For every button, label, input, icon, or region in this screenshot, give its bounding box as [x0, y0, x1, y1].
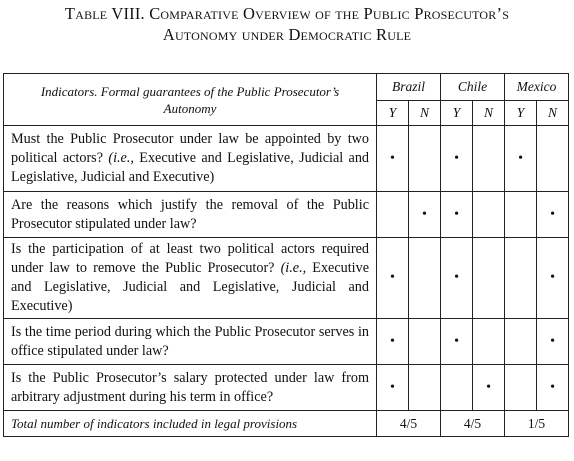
total-brazil: 4/5 — [377, 411, 441, 437]
question-text: Must the Public Prosecutor under law be appointed by two political actors? — [11, 131, 369, 166]
yes-header: Y — [505, 101, 537, 126]
bullet-mark: • — [550, 206, 555, 222]
total-chile: 4/5 — [441, 411, 505, 437]
bullet-mark: • — [454, 206, 459, 222]
bullet-mark: • — [390, 150, 395, 166]
example-text: Executive and Legislative, Judicial and Legislative, Judicial and Executive) — [11, 150, 370, 185]
indicator-header: Indicators. Formal guarantees of the Public Prosecutor’s Autonomy — [4, 74, 377, 126]
table-title-line-1: Table VIII. Comparative Overview of the Public Prosecutor’s — [64, 4, 510, 23]
mark-cell-brazil-n — [409, 365, 441, 411]
total-row — [4, 411, 569, 437]
bullet-mark: • — [550, 333, 555, 349]
country-header-row — [4, 74, 569, 101]
bullet-mark: • — [454, 270, 459, 285]
question-text: Is the time period during which the Public Prosecutor serves in office stipulated under law? — [11, 323, 369, 359]
no-header: N — [537, 101, 569, 126]
mark-cell-mexico-n — [537, 126, 569, 192]
mark-cell-brazil-n — [409, 238, 441, 319]
mark-cell-chile-n — [473, 126, 505, 192]
mark-cell-mexico-y — [505, 192, 537, 238]
yes-header: Y — [441, 101, 473, 126]
table-row — [4, 238, 569, 319]
table-title — [0, 3, 574, 45]
question-text: Is the participation of at least two political actors required under law to remove the Public Prosecutor? — [11, 241, 369, 276]
mark-cell-brazil-y — [377, 365, 409, 411]
mark-cell-mexico-n — [537, 238, 569, 319]
mark-cell-mexico-y — [505, 319, 537, 365]
mark-cell-mexico-n — [537, 365, 569, 411]
indicator-question — [4, 365, 377, 411]
mark-cell-chile-y — [441, 238, 473, 319]
mark-cell-brazil-n — [409, 319, 441, 365]
mark-cell-chile-y — [441, 126, 473, 192]
table-row — [4, 365, 569, 411]
mark-cell-brazil-y — [377, 319, 409, 365]
mark-cell-brazil-n — [409, 192, 441, 238]
bullet-mark: • — [486, 379, 491, 395]
mark-cell-chile-n — [473, 365, 505, 411]
comparison-table — [3, 73, 569, 437]
indicator-question — [4, 319, 377, 365]
no-header: N — [473, 101, 505, 126]
table-row — [4, 319, 569, 365]
question-text: Are the reasons which justify the removal of the Public Prosecutor stipulated under law? — [11, 196, 369, 232]
bullet-mark: • — [390, 379, 395, 395]
mark-cell-brazil-n — [409, 126, 441, 192]
mark-cell-mexico-y — [505, 126, 537, 192]
example-text: Executive and Legislative, Judicial and Legislative, Judicial and Executive) — [11, 260, 370, 314]
mark-cell-mexico-y — [505, 238, 537, 319]
mark-cell-mexico-y — [505, 365, 537, 411]
question-text: Is the Public Prosecutor’s salary protected under law from arbitrary adjustment during his term in office? — [11, 369, 369, 405]
indicator-question — [4, 192, 377, 238]
example-prefix: (i.e., — [280, 260, 307, 276]
mark-cell-mexico-n — [537, 319, 569, 365]
indicator-question — [4, 126, 377, 192]
example-prefix: (i.e., — [108, 150, 134, 166]
mark-cell-chile-y — [441, 192, 473, 238]
no-header: N — [409, 101, 441, 126]
total-label: Total number of indicators included in legal provisions — [4, 411, 377, 437]
mark-cell-chile-n — [473, 238, 505, 319]
mark-cell-chile-n — [473, 319, 505, 365]
bullet-mark: • — [454, 150, 459, 166]
bullet-mark: • — [422, 206, 427, 222]
yes-header: Y — [377, 101, 409, 126]
bullet-mark: • — [550, 270, 555, 285]
country-header-chile: Chile — [441, 74, 505, 101]
mark-cell-chile-n — [473, 192, 505, 238]
bullet-mark: • — [390, 333, 395, 349]
table-row — [4, 126, 569, 192]
mark-cell-mexico-n — [537, 192, 569, 238]
mark-cell-brazil-y — [377, 238, 409, 319]
mark-cell-chile-y — [441, 319, 473, 365]
bullet-mark: • — [454, 333, 459, 349]
bullet-mark: • — [518, 150, 523, 166]
mark-cell-brazil-y — [377, 192, 409, 238]
table-title-line-2: Autonomy under Democratic Rule — [162, 25, 412, 44]
mark-cell-chile-y — [441, 365, 473, 411]
total-mexico: 1/5 — [505, 411, 569, 437]
indicator-question — [4, 238, 377, 319]
bullet-mark: • — [390, 270, 395, 285]
bullet-mark: • — [550, 379, 555, 395]
country-header-mexico: Mexico — [505, 74, 569, 101]
mark-cell-brazil-y — [377, 126, 409, 192]
table-row — [4, 192, 569, 238]
country-header-brazil: Brazil — [377, 74, 441, 101]
